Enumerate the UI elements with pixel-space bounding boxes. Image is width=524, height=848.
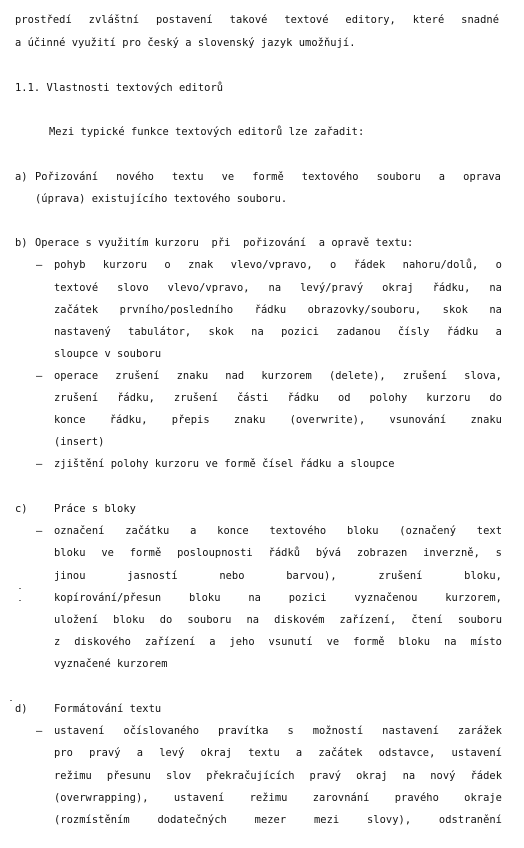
bullet-dash: – [36,525,43,537]
section-heading: 1.1. Vlastnosti textových editorů [15,82,224,94]
item-c-bullet1-line-1: označení začátku a konce textového bloku (označený text [54,525,502,537]
item-c-bullet1-line-5: uložení bloku do souboru na diskovém zařízení, čtení souboru [54,614,502,626]
item-d-bullet1-line-1: ustavení očíslovaného pravítka s možností nastavení zarážek [54,725,502,737]
item-b-bullet1-line-3: začátek prvního/posledního řádku obrazovky/souboru, skok na [54,304,502,316]
item-b-bullet2-line-4: (insert) [54,436,105,448]
item-a-marker: a) [15,171,28,183]
item-c-bullet1-line-4: kopírování/přesun bloku na pozici vyznačenou kurzorem, [54,592,502,604]
item-d-bullet1-line-3: režimu přesunu slov překračujících pravý okraj na nový řádek [54,770,502,782]
item-c-bullet1-line-2: bloku ve formě posloupnosti řádků bývá zobrazen inverzně, s [54,547,502,559]
item-c-marker: c) [15,503,28,515]
item-d-bullet1-line-5: (rozmístěním dodatečných mezer mezi slovy), odstranění [54,814,502,826]
intro-line-2: a účinné využití pro český a slovenský jazyk umožňují. [15,37,356,49]
item-b-bullet1-line-2: textové slovo vlevo/vpravo, na levý/pravý okraj řádku, na [54,282,502,294]
item-b-title: Operace s využitím kurzoru při pořizování a opravě textu: [35,237,414,249]
item-b-bullet2-line-1: operace zrušení znaku nad kurzorem (delete), zrušení slova, [54,370,502,382]
scan-speck [10,700,12,701]
item-b-bullet2-line-3: konce řádku, přepis znaku (overwrite), vsunování znaku [54,414,502,426]
item-d-bullet1-line-4: (overwrapping), ustavení režimu zarovnání pravého okraje [54,792,502,804]
item-c-bullet1-line-3: jinou jasností nebo barvou), zrušení bloku, [54,570,502,582]
scan-speck [19,588,21,589]
item-b-marker: b) [15,237,28,249]
item-b-bullet2-line-2: zrušení řádku, zrušení části řádku od polohy kurzoru do [54,392,502,404]
item-d-bullet1-line-2: pro pravý a levý okraj textu a začátek odstavce, ustavení [54,747,502,759]
item-c-bullet1-line-7: vyznačené kurzorem [54,658,168,670]
item-b-bullet1-line-5: sloupce v souboru [54,348,162,360]
bullet-dash: – [36,725,43,737]
item-b-bullet3-line-1: zjištění polohy kurzoru ve formě čísel řádku a sloupce [54,458,395,470]
item-b-bullet1-line-1: pohyb kurzoru o znak vlevo/vpravo, o řádek nahoru/dolů, o [54,259,502,271]
lead-sentence: Mezi typické funkce textových editorů lze zařadit: [49,126,365,138]
item-d-title: Formátování textu [54,703,162,715]
bullet-dash: – [36,259,43,271]
item-d-marker: d) [15,703,28,715]
item-b-bullet1-line-4: nastavený tabulátor, skok na pozici zadanou čísly řádku a [54,326,502,338]
bullet-dash: – [36,458,43,470]
intro-line-1: prostředí zvláštní postavení takové textové editory, které snadné [15,14,499,26]
item-c-title: Práce s bloky [54,503,136,515]
bullet-dash: – [36,370,43,382]
item-a-line-2: (úprava) existujícího textového souboru. [35,193,288,205]
scan-speck [19,600,21,601]
item-a-line-1: Pořizování nového textu ve formě textového souboru a oprava [35,171,501,183]
item-c-bullet1-line-6: z diskového zařízení a jeho vsunutí ve formě bloku na místo [54,636,502,648]
